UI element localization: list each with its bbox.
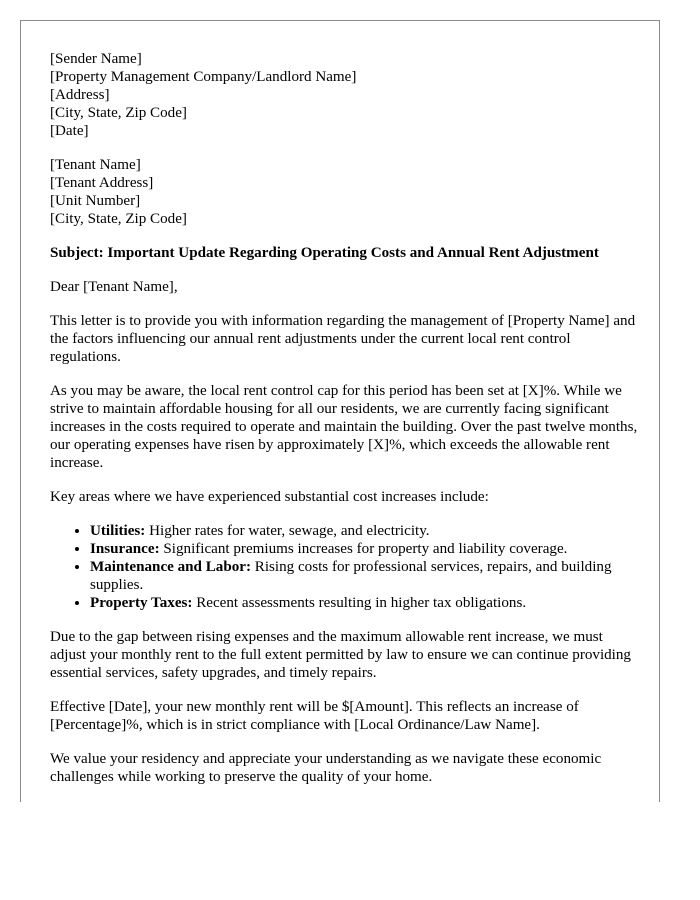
recipient-block xyxy=(50,156,640,228)
cost-increase-list xyxy=(50,522,640,612)
sender-name: [Sender Name] xyxy=(50,51,142,67)
new-rent-paragraph: Effective [Date], your new monthly rent will be $[Amount]. This reflects an increase of [Percentage]%, which is in strict compliance with [Local Ordinance/Law Name]. xyxy=(50,699,579,733)
sender-company: [Property Management Company/Landlord Name] xyxy=(50,69,357,85)
list-item xyxy=(90,522,640,540)
list-item xyxy=(90,540,640,558)
cost-increase-intro: Key areas where we have experienced substantial cost increases include: xyxy=(50,489,489,505)
list-item xyxy=(90,594,640,612)
list-item-text: Rising costs for professional services, repairs, and building supplies. xyxy=(90,559,612,593)
list-item-label: Maintenance and Labor: xyxy=(90,559,252,575)
closing-paragraph: We value your residency and appreciate your understanding as we navigate these economic challenges while working to preserve the quality of your home. xyxy=(50,751,602,785)
list-item-label: Insurance: xyxy=(90,541,160,557)
rent-adjustment-paragraph: Due to the gap between rising expenses and the maximum allowable rent increase, we must adjust your monthly rent to the full extent permitted by law to ensure we can continue providing essential services, safety upgrades, and timely repairs. xyxy=(50,629,631,681)
intro-paragraph: This letter is to provide you with information regarding the management of [Property Name] and the factors influencing our annual rent adjustments under the current local rent control regulations. xyxy=(50,313,636,365)
list-item-text: Recent assessments resulting in higher tax obligations. xyxy=(192,595,527,611)
list-item-text: Significant premiums increases for property and liability coverage. xyxy=(159,541,568,557)
list-item xyxy=(90,558,640,594)
letter-page xyxy=(20,20,660,802)
sender-block xyxy=(50,50,640,140)
list-item-label: Property Taxes: xyxy=(90,595,193,611)
letter-date: [Date] xyxy=(50,123,89,139)
recipient-city-state-zip: [City, State, Zip Code] xyxy=(50,211,187,227)
subject-line: Subject: Important Update Regarding Operating Costs and Annual Rent Adjustment xyxy=(50,245,599,261)
recipient-name: [Tenant Name] xyxy=(50,157,141,173)
sender-city-state-zip: [City, State, Zip Code] xyxy=(50,105,187,121)
rent-cap-paragraph: As you may be aware, the local rent control cap for this period has been set at [X]%. While we strive to maintain affordable housing for all our residents, we are currently facing significant increases in the costs required to operate and maintain the building. Over the past twelve months, our operating expenses have risen by approximately [X]%, which exceeds the allowable rent increase. xyxy=(50,383,638,471)
list-item-text: Higher rates for water, sewage, and electricity. xyxy=(145,523,430,539)
letter-content xyxy=(50,50,640,802)
recipient-address: [Tenant Address] xyxy=(50,175,154,191)
list-item-label: Utilities: xyxy=(90,523,146,539)
sender-address: [Address] xyxy=(50,87,110,103)
recipient-unit: [Unit Number] xyxy=(50,193,141,209)
salutation: Dear [Tenant Name], xyxy=(50,279,178,295)
